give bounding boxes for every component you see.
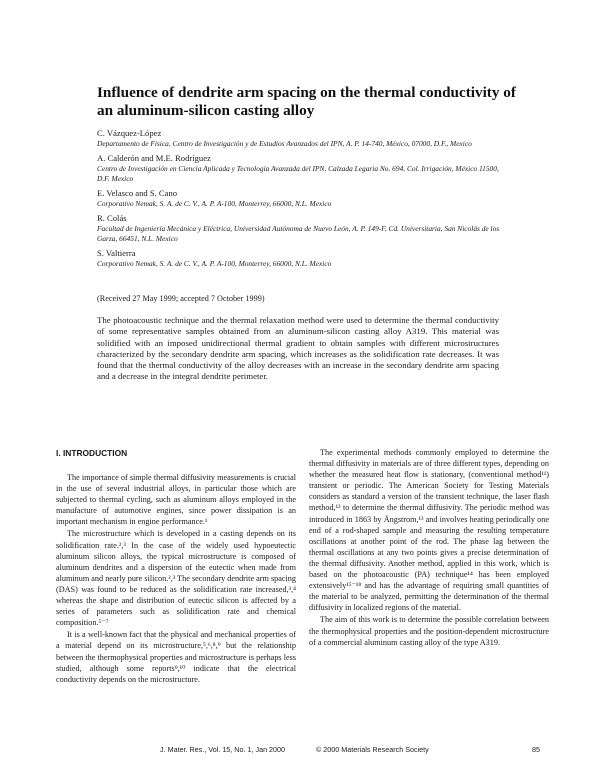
left-column [56,472,296,685]
author-name: C. Vázquez-López [97,128,162,138]
abstract: The photoacoustic technique and the thermal relaxation method were used to determine the thermal conductivity of some representative samples obtained from an aluminum-silicon casting alloy A319. This material was solidified with an imposed unidirectional thermal gradient to obtain samples with different microstructures characterized by the secondary dendrite arm spacing, which increases as the solidification rate decreases. It was found that the thermal conductivity of the alloy decreases with an increase in the secondary dendrite arm spacing and a decrease in the integral dendrite perimeter. [97,315,499,382]
paragraph: It is a well-known fact that the physical and mechanical properties of a material depend on its microstructure,⁵,⁶,⁸,⁹ but the relationship between the thermophysical properties and microstructure is perhaps less studied, although some reports⁹,¹⁰ indicate that the electrical conductivity depends on the microstructure. [56,630,296,684]
author-name: E. Velasco and S. Cano [97,188,178,198]
author-affiliation: Corporativo Nemak, S. A. de C. V., A. P. A-100, Monterrey, 66000, N.L. Mexico [97,259,332,268]
author-affiliation: Facultad de Ingeniería Mecánica y Eléctrica, Universidad Autónoma de Nuevo León, A. P. 149-F, Cd. Universitaria, San Nicolás de los Garza, 66451, N.L. Mexico [97,224,500,243]
author-entry [97,128,507,149]
section-heading: I. INTRODUCTION [56,448,128,458]
received-dates: (Received 27 May 1999; accepted 7 October 1999) [97,294,265,303]
journal-citation: J. Mater. Res., Vol. 15, No. 1, Jan 2000 [160,745,286,754]
author-entry [97,213,507,244]
author-entry [97,188,507,209]
author-list [97,128,507,273]
copyright-notice: © 2000 Materials Research Society [316,745,429,754]
author-name: R. Colás [97,213,127,223]
right-column [309,447,549,648]
author-entry [97,153,507,184]
author-name: A. Calderón and M.E. Rodríguez [97,153,211,163]
paragraph: The aim of this work is to determine the possible correlation between the thermophysical properties and the position-dependent microstructure of a commercial aluminum casting alloy of the type A319. [309,615,549,647]
author-affiliation: Centro de Investigación en Ciencia Aplicada y Tecnología Avanzada del IPN, Calzada Legaria No. 694, Col. Irrigación, México 11500, D.F. Mexico [97,164,499,183]
paragraph: The importance of simple thermal diffusivity measurements is crucial in the use of several industrial alloys, in particular those which are subjected to thermal cycling, such as aluminum alloys employed in the manufacture of automotive engines, since power dissipation is an important mechanism in engine performance.¹ [56,473,296,527]
paper-title: Influence of dendrite arm spacing on the thermal conductivity of an aluminum-silicon casting alloy [97,84,516,119]
author-entry [97,248,507,269]
author-name: S. Valtierra [97,248,136,258]
author-affiliation: Departamento de Física, Centro de Investigación y de Estudios Avanzados del IPN, A. P. 14-740, México, 07000, D.F., Mexico [97,139,472,148]
paragraph: The microstructure which is developed in a casting depends on its solidification rate.²,³ In the case of the widely used hypoeutectic aluminum silicon alloys, the typical microstructure is composed of aluminum dendrites and a dispersion of the eutectic when made from aluminum and nearly pure silicon.²,³ The secondary dendrite arm spacing (DAS) was found to be reduced as the solidification rate increased,³,⁴ whereas the shape and distribution of eutectic silicon is affected by a series of parameters such as solidification rate and chemical composition.⁵⁻⁷ [56,529,296,628]
page-number: 85 [532,745,540,754]
author-affiliation: Corporativo Nemak, S. A. de C. V., A. P. A-100, Monterrey, 66000, N.L. Mexico [97,199,332,208]
paragraph: The experimental methods commonly employed to determine the thermal diffusivity in materials are of three different types, depending on whether the measured heat flow is stationary, (conventional method¹¹) transient or periodic. The American Society for Testing Materials considers as standard a version of the transient technique, the laser flash method,¹² to determine the thermal diffusivity. The periodic method was introduced in 1863 by Ångstrom,¹³ and involves heating periodically one end of a rod-shaped sample and measuring the resulting temperature oscillations at another point of the rod. The phase lag between the thermal oscillations at any two points gives a precise determination of the thermal diffusivity. Another method, applied in this work, which is based on the photoacoustic (PA) technique¹⁴ has been employed extensively¹⁵⁻¹⁸ and has the advantage of requiring small quantities of the material to be analyzed, permitting the determination of the thermal diffusivity in localized regions of the material. [309,448,549,613]
